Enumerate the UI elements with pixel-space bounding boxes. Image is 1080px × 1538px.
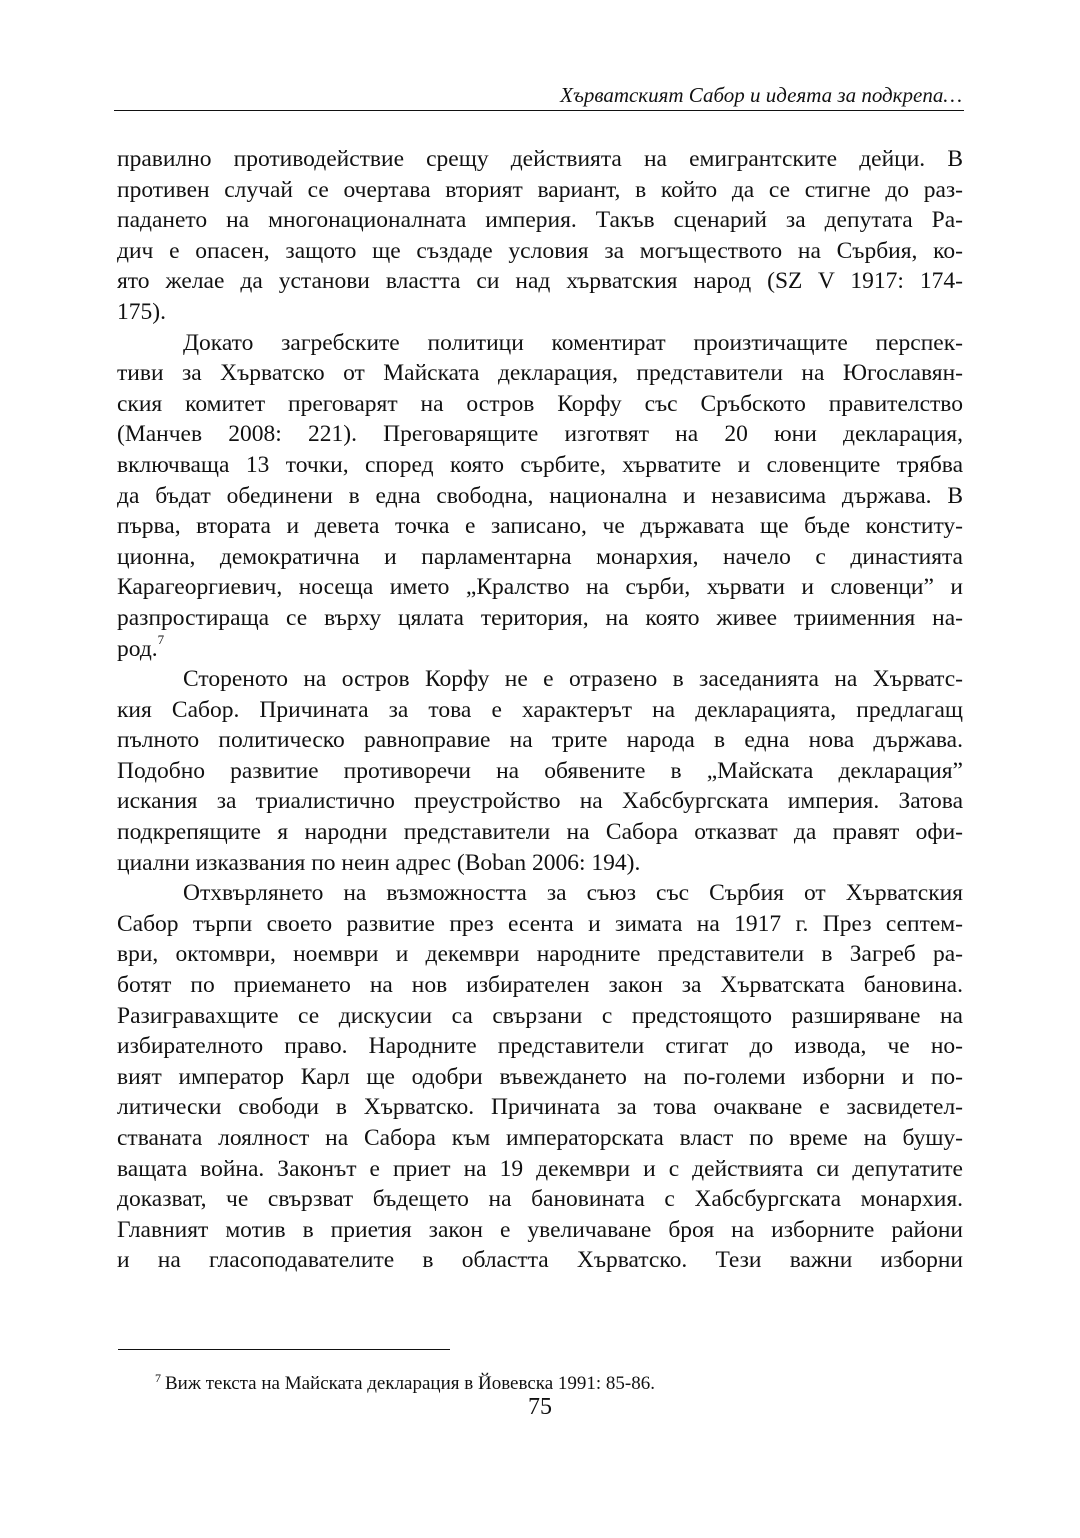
text-line: Главният мотив в приетия закон е увеличаване броя на изборните райони xyxy=(117,1216,963,1243)
text-line: (Манчев 2008: 221). Преговарящите изготвят на 20 юни декларация, xyxy=(117,421,963,448)
paragraph-1 xyxy=(117,144,963,328)
text-line: пълното политическо равноправие на трите народа в една нова държава. xyxy=(117,727,963,754)
footnote-divider xyxy=(118,1349,450,1350)
text-line: да бъдат обединени в една свободна, национална и независима държава. В xyxy=(117,482,963,509)
text-line-with-footnote xyxy=(117,631,963,665)
text-line: противен случай се очертава вторият вариант, в който да се стигне до раз- xyxy=(117,176,963,203)
text-line: правилно противодействие срещу действията на емигрантските дейци. В xyxy=(117,146,963,172)
text-line: Подобно развитие противоречи на обявените в „Майската декларация” xyxy=(117,757,963,784)
text-line: включваща 13 точки, според която сърбите, хърватите и словенците трябва xyxy=(117,451,963,478)
running-header xyxy=(114,82,964,111)
text-line: ционна, демократична и парламентарна монархия, начело с династията xyxy=(117,543,963,570)
text-line-text: род. xyxy=(117,635,158,662)
text-line: вият император Карл ще одобри въвеждането на по-големи изборни и по- xyxy=(117,1063,963,1090)
text-line: Разигравахщите се дискусии са свързани с предстоящото разширяване на xyxy=(117,1002,963,1029)
text-line: и на гласоподавателите в областта Хърватско. Тези важни изборни xyxy=(117,1247,963,1274)
page-number: 75 xyxy=(528,1394,552,1420)
text-line: падането на многонационалната империя. Такъв сценарий за депутата Ра- xyxy=(117,207,963,234)
paragraph-2 xyxy=(117,328,963,665)
text-line: разпростираща се върху цялата територия, на която живее триименния на- xyxy=(117,604,963,631)
text-line: Стореното на остров Корфу не е отразено в заседанията на Хърватс- xyxy=(183,666,963,693)
text-line: избирателното право. Народните представители стигат до извода, че но- xyxy=(117,1033,963,1060)
footnote-mark: 7 xyxy=(155,1371,161,1385)
text-line: доказват, че свързват бъдещето на бановината с Хабсбургската монархия. xyxy=(117,1186,963,1213)
text-line: ботят по приемането на нов избирателен закон за Хърватската бановина. xyxy=(117,972,963,999)
footnote-text: Виж текста на Майската декларация в Йовевска 1991: 85-86. xyxy=(165,1373,656,1394)
text-line: литически свободи в Хърватско. Причината за това очакване е засвидетел- xyxy=(117,1094,963,1121)
text-line: подкрепящите я народни представители на Сабора отказват да правят офи- xyxy=(117,819,963,846)
text-line: първа, втората и девета точка е записано, че държавата ще бъде конститу- xyxy=(117,513,963,540)
text-line: Докато загребските политици коментират произтичащите перспек- xyxy=(183,329,963,356)
text-line: стваната лоялност на Сабора към императорската власт по време на бушу- xyxy=(117,1125,963,1151)
paragraph-4 xyxy=(117,878,963,1276)
text-line: искания за триалистично преустройство на Хабсбургската империя. Затова xyxy=(117,788,963,815)
paragraph-3 xyxy=(117,664,963,878)
text-line: Карагеоргиевич, носеща името „Кралство на сърби, хървати и словенци” и xyxy=(117,574,963,601)
text-line: ващата война. Законът е приет на 19 декември и с действията си депутатите xyxy=(117,1155,963,1182)
footnote-reference[interactable]: 7 xyxy=(157,631,165,647)
text-line: 175). xyxy=(117,298,166,325)
text-line: ври, октомври, ноември и декември народните представители в Загреб ра- xyxy=(117,941,963,968)
text-line: ския комитет преговарят на остров Корфу със Сръбското правителство xyxy=(117,390,963,417)
text-line: тиви за Хърватско от Майската декларация, представители на Югославян- xyxy=(117,360,963,387)
text-line: Сабор търпи своето развитие през есента и зимата на 1917 г. През септем- xyxy=(117,910,963,937)
text-line: ято желае да установи властта си над хърватския народ (SZ V 1917: 174- xyxy=(117,268,963,295)
main-text xyxy=(117,144,963,1276)
text-line: кия Сабор. Причината за това е характерът на декларацията, предлагащ xyxy=(117,696,963,723)
text-line: дич е опасен, защото ще създаде условия за могъществото на Сърбия, ко- xyxy=(117,237,963,264)
text-line: Отхвърлянето на възможността за съюз със Сърбия от Хърватския xyxy=(183,880,963,907)
text-line: циални изказвания по неин адрес (Boban 2006: 194). xyxy=(117,849,641,876)
running-title: Хърватският Сабор и идеята за подкрепа… xyxy=(560,83,962,107)
